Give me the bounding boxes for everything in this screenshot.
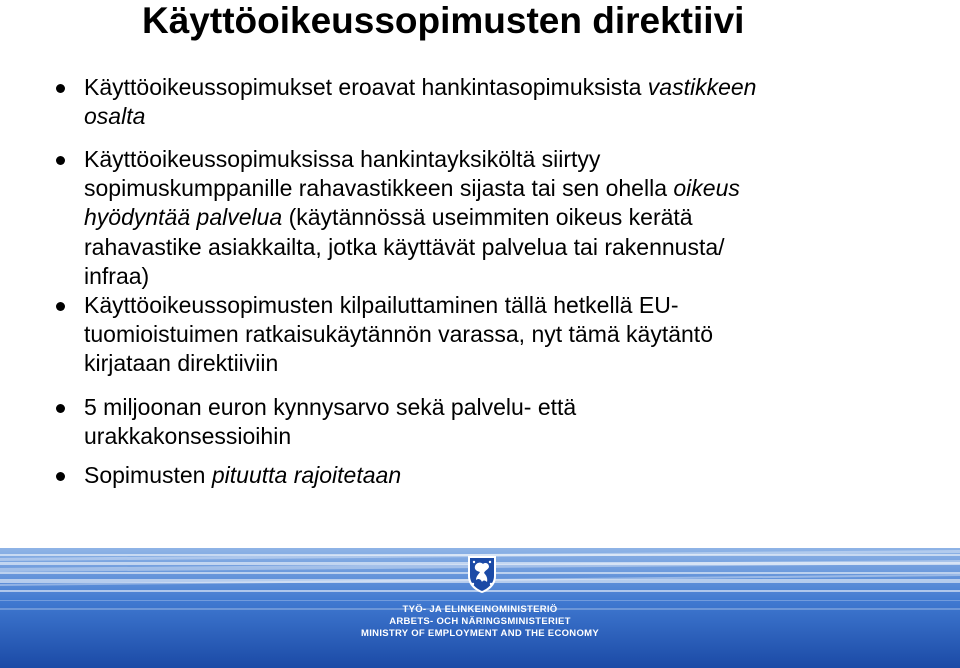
text-run: oikeus xyxy=(673,175,740,202)
text-run: Sopimusten xyxy=(84,462,212,488)
bullet-dot xyxy=(56,302,65,311)
bullet-4-line-1 xyxy=(84,393,576,421)
text-run: Käyttöoikeussopimuksissa hankintayksiköltä siirtyy xyxy=(84,146,601,172)
text-run: Käyttöoikeussopimukset eroavat hankintasopimuksista xyxy=(84,74,648,100)
text-run: osalta xyxy=(84,103,146,130)
text-run: rahavastike asiakkailta, jotka käyttävät palvelua tai rakennusta/ xyxy=(84,233,725,260)
bullet-dot xyxy=(56,156,65,165)
bullet-1-line-1 xyxy=(84,73,756,101)
bullet-1-line-2 xyxy=(84,102,145,130)
bullet-2-line-3 xyxy=(84,203,693,231)
text-run: kirjataan direktiiviin xyxy=(84,350,279,377)
text-run: infraa) xyxy=(84,262,150,289)
bullet-dot xyxy=(56,472,65,481)
bullet-3-line-1 xyxy=(84,291,678,319)
bullet-3-line-2 xyxy=(84,320,713,348)
bullet-2-line-4 xyxy=(84,233,725,261)
ministry-name-fi: TYÖ- JA ELINKEINOMINISTERIÖ xyxy=(402,604,558,615)
slide-title: Käyttöoikeussopimusten direktiivi xyxy=(142,0,745,41)
bullet-3-line-3 xyxy=(84,349,278,377)
bullet-4-line-2 xyxy=(84,422,291,450)
bullet-2-line-1 xyxy=(84,145,600,173)
bullet-dot xyxy=(56,84,65,93)
text-run: (käytännössä useimmiten oikeus kerätä xyxy=(282,204,693,231)
text-run: Käyttöoikeussopimusten kilpailuttaminen tällä hetkellä EU- xyxy=(84,292,679,318)
ministry-name-sv: ARBETS- OCH NÄRINGSMINISTERIET xyxy=(389,616,571,627)
text-run: tuomioistuimen ratkaisukäytännön varassa, nyt tämä käytäntö xyxy=(84,321,713,348)
bullet-2-line-5 xyxy=(84,262,149,290)
text-run: sopimuskumppanille rahavastikkeen sijasta tai sen ohella xyxy=(84,175,674,202)
bullet-5-line-1 xyxy=(84,461,401,489)
bullet-2-line-2 xyxy=(84,174,740,202)
text-run: hyödyntää palvelua xyxy=(84,204,283,231)
bullet-dot xyxy=(56,404,65,413)
text-run: 5 miljoonan euron kynnysarvo sekä palvelu- että xyxy=(84,394,577,420)
ministry-name-en: MINISTRY OF EMPLOYMENT AND THE ECONOMY xyxy=(361,628,599,639)
lion-coat-of-arms-icon xyxy=(466,554,498,594)
text-run: vastikkeen xyxy=(647,74,757,100)
text-run: urakkakonsessioihin xyxy=(84,423,292,450)
text-run: pituutta rajoitetaan xyxy=(211,462,402,488)
